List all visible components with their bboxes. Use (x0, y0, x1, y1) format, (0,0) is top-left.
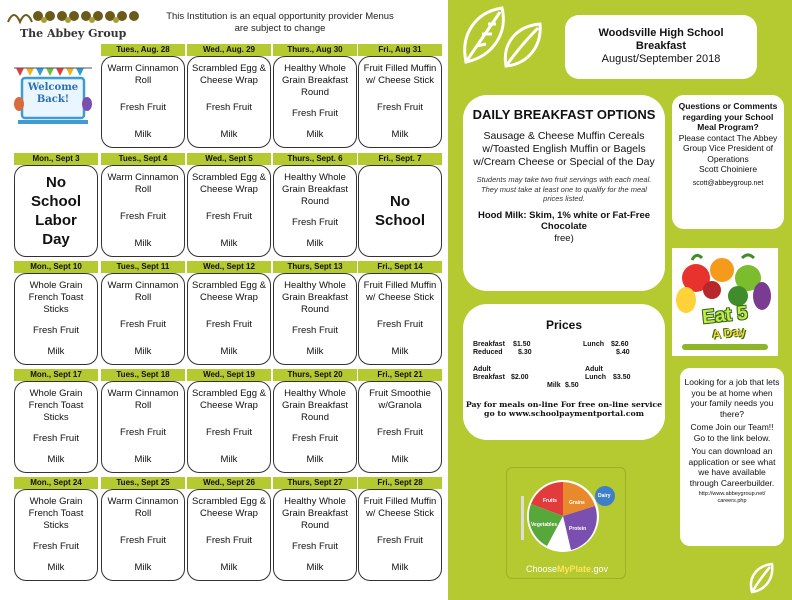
jobs-card (680, 368, 784, 546)
day-header: Wed., Sept 26 (187, 477, 271, 489)
day-header: Fri., Sept. 7 (358, 153, 442, 165)
careers-link[interactable]: http://www.abbeygroup.net/ careers.php (698, 491, 766, 504)
myplate-footer-pre: Choose (525, 564, 557, 574)
entree-item: Scrambled Egg & Cheese Wrap (192, 496, 266, 519)
milk-item: Milk (391, 454, 409, 465)
day-header: Tues., Sept 25 (101, 477, 185, 489)
prices-card (463, 304, 665, 440)
fruit-item: Fresh Fruit (377, 102, 423, 113)
day-header: Tues., Sept 4 (101, 153, 185, 165)
day-header: Thurs, Sept 27 (273, 477, 357, 489)
questions-contact: Please contact The Abbey Group Vice President of Operations (678, 132, 778, 164)
menu-day-cell (14, 273, 98, 365)
milk-item: Milk (391, 562, 409, 573)
day-header: Mon., Sept 24 (14, 477, 98, 489)
menu-day-cell (14, 381, 98, 473)
equal-opportunity-notice: This Institution is an equal opportunity provider Menus are subject to change (166, 11, 394, 34)
reduced-price: $.30 (518, 349, 532, 356)
eat-5-text: Eat 5 (701, 302, 749, 329)
menu-day-cell (187, 56, 271, 148)
menu-day-cell (101, 56, 185, 148)
lunch-reduced-price: $.40 (616, 349, 630, 356)
prices-title: Prices (545, 318, 583, 332)
lunch-label: Lunch (583, 341, 604, 348)
milk-item: Milk (306, 454, 324, 465)
myplate-icon (507, 468, 627, 564)
fruit-item: Fresh Fruit (206, 211, 252, 222)
myplate-footer-post: .gov (591, 564, 609, 574)
entree-item: Warm Cinnamon Roll (107, 388, 179, 411)
milk-item: Milk (306, 562, 324, 573)
fruit-item: Fresh Fruit (292, 541, 338, 552)
menu-day-cell (358, 273, 442, 365)
milk-item: Milk (306, 129, 324, 140)
jobs-download: You can download an application or see what we have available through Careerbuilder. (688, 446, 776, 488)
fruit-item: Fresh Fruit (120, 211, 166, 222)
milk-item: Milk (220, 129, 238, 140)
day-header: Tues., Aug. 28 (101, 44, 185, 56)
day-header: Thurs., Sept. 6 (273, 153, 357, 165)
adult-lunch-price: $3.50 (613, 374, 631, 381)
milk-price-label: Milk (547, 382, 561, 389)
day-header: Thurs., Aug 30 (273, 44, 357, 56)
entree-item: Healthy Whole Grain Breakfast Round (282, 388, 348, 423)
milk-item: Milk (391, 129, 409, 140)
milk-item: Milk (134, 562, 152, 573)
menu-day-cell (273, 273, 357, 365)
daily-options-card (463, 95, 665, 291)
fruit-item: Fresh Fruit (120, 535, 166, 546)
entree-item: Warm Cinnamon Roll (107, 172, 179, 195)
no-school-label: No School (374, 193, 425, 229)
welcome-back-text: Welcome Back! (27, 82, 79, 105)
day-header: Wed., Sept 5 (187, 153, 271, 165)
adult-lunch-label: Lunch (585, 374, 606, 381)
milk-item: Milk (134, 454, 152, 465)
jobs-join: Come Join our Team!! Go to the link below. (690, 422, 774, 443)
day-header: Wed., Sept 19 (187, 369, 271, 381)
milk-item: Milk (220, 238, 238, 249)
day-header: Wed., Sept 12 (187, 261, 271, 273)
lunch-price: $2.60 (611, 341, 629, 348)
fruit-item: Fresh Fruit (206, 535, 252, 546)
fruit-item: Fresh Fruit (377, 319, 423, 330)
daily-options-list: Sausage & Cheese Muffin Cereals w/Toasted English Muffin or Bagels w/Cream Cheese or Special of the Day (473, 130, 655, 168)
menu-day-cell (101, 489, 185, 581)
milk-item: Milk (220, 562, 238, 573)
fruit-item: Fresh Fruit (377, 535, 423, 546)
adult-label: Adult (473, 366, 491, 373)
day-header: Tues., Sept 18 (101, 369, 185, 381)
day-header: Tues., Sept 11 (101, 261, 185, 273)
menu-day-cell (273, 56, 357, 148)
myplate-vegetables: Vegetables (531, 522, 558, 528)
myplate-dairy: Dairy (598, 493, 611, 499)
day-header: Thurs, Sept 13 (273, 261, 357, 273)
menu-day-cell (187, 381, 271, 473)
entree-item: Healthy Whole Grain Breakfast Round (282, 280, 348, 315)
fruit-item: Fresh Fruit (292, 325, 338, 336)
myplate-graphic (506, 467, 626, 579)
a-day-text: A Day (711, 324, 747, 342)
milk-item: Milk (134, 129, 152, 140)
fruit-item: Fresh Fruit (120, 427, 166, 438)
day-header: Mon., Sept 3 (14, 153, 98, 165)
fruit-item: Fresh Fruit (292, 217, 338, 228)
school-name: Woodsville High School (598, 27, 724, 39)
fruit-item: Fresh Fruit (292, 433, 338, 444)
entree-item: Whole Grain French Toast Sticks (28, 280, 84, 315)
fruit-servings-note: Students may take two fruit servings with each meal. They must take at least one to qualify for the meal prices listed. (476, 175, 652, 203)
menu-day-cell (358, 381, 442, 473)
entree-item: Scrambled Egg & Cheese Wrap (192, 172, 266, 195)
meal-name: Breakfast (635, 40, 687, 52)
day-header: Mon., Sept 10 (14, 261, 98, 273)
day-header: Mon., Sept 17 (14, 369, 98, 381)
milk-item: Milk (220, 454, 238, 465)
myplate-fruits: Fruits (543, 498, 557, 504)
menu-day-cell (187, 165, 271, 257)
entree-item: Healthy Whole Grain Breakfast Round (282, 63, 348, 98)
milk-options: Hood Milk: Skim, 1% white or Fat-Free Chocolate (477, 209, 651, 232)
adult-breakfast-price: $2.00 (511, 374, 529, 381)
menu-period: August/September 2018 (601, 53, 721, 65)
menu-day-cell (187, 489, 271, 581)
milk-price: $.50 (565, 382, 579, 389)
fruit-item: Fresh Fruit (206, 102, 252, 113)
myplate-footer-brand: MyPlate (557, 564, 592, 574)
contact-email: scott@abbeygroup.net (692, 179, 764, 187)
fruit-item: Fresh Fruit (33, 541, 79, 552)
small-leaf-icon (746, 562, 776, 594)
menu-day-cell (273, 381, 357, 473)
menu-day-cell (358, 165, 442, 257)
entree-item: Scrambled Egg & Cheese Wrap (192, 388, 266, 411)
milk-item: Milk (47, 454, 65, 465)
online-payment-note: Pay for meals on-line For free on-line service go to www.schoolpaymentportal.com (465, 400, 663, 418)
day-header: Fri., Sept 14 (358, 261, 442, 273)
entree-item: Scrambled Egg & Cheese Wrap (192, 63, 266, 86)
fruit-item: Fresh Fruit (33, 325, 79, 336)
entree-item: Warm Cinnamon Roll (107, 496, 179, 519)
entree-item: Fruit Filled Muffin w/ Cheese Stick (363, 496, 437, 519)
entree-item: Fruit Filled Muffin w/ Cheese Stick (363, 280, 437, 303)
reduced-label: Reduced (473, 349, 503, 356)
breakfast-price: $1.50 (513, 341, 531, 348)
menu-day-cell (14, 489, 98, 581)
menu-day-cell (101, 165, 185, 257)
entree-item: Healthy Whole Grain Breakfast Round (282, 496, 348, 531)
milk-item: Milk (306, 238, 324, 249)
leaf-icon (456, 4, 546, 74)
questions-card (672, 95, 784, 229)
entree-item: Healthy Whole Grain Breakfast Round (282, 172, 348, 207)
menu-day-cell (273, 165, 357, 257)
milk-item: Milk (306, 346, 324, 357)
day-header: Fri., Sept 21 (358, 369, 442, 381)
jobs-intro: Looking for a job that lets you be at home when your family needs you there? (684, 377, 780, 419)
fruit-item: Fresh Fruit (33, 433, 79, 444)
entree-item: Scrambled Egg & Cheese Wrap (192, 280, 266, 303)
menu-day-cell (187, 273, 271, 365)
fruit-item: Fresh Fruit (120, 319, 166, 330)
fruit-item: Fresh Fruit (206, 427, 252, 438)
fruit-item: Fresh Fruit (377, 427, 423, 438)
menu-day-cell (358, 489, 442, 581)
milk-free-note: free) (554, 232, 574, 244)
milk-item: Milk (134, 346, 152, 357)
no-school-label: No School Labor Day (30, 174, 81, 248)
contact-name: Scott Choiniere (698, 164, 758, 174)
fruit-item: Fresh Fruit (206, 319, 252, 330)
milk-item: Milk (47, 346, 65, 357)
daily-options-title: DAILY BREAKFAST OPTIONS (472, 107, 656, 122)
day-header: Wed., Aug. 29 (187, 44, 271, 56)
day-header: Thurs, Sept 20 (273, 369, 357, 381)
abbey-group-name: The Abbey Group (20, 27, 127, 40)
milk-item: Milk (134, 238, 152, 249)
adult-lunch-label-top: Adult (585, 366, 603, 373)
entree-item: Warm Cinnamon Roll (107, 280, 179, 303)
day-header: Fri., Aug 31 (358, 44, 442, 56)
questions-heading: Questions or Comments regarding your School Meal Program? (678, 101, 778, 132)
adult-breakfast-label: Breakfast (473, 374, 505, 381)
myplate-footer (507, 564, 627, 574)
menu-day-cell (273, 489, 357, 581)
milk-item: Milk (391, 346, 409, 357)
menu-day-cell (358, 56, 442, 148)
entree-item: Fruit Smoothie w/Granola (369, 388, 431, 411)
menu-day-cell (14, 165, 98, 257)
fruit-item: Fresh Fruit (120, 102, 166, 113)
myplate-grains: Grains (569, 500, 585, 506)
menu-day-cell (101, 381, 185, 473)
entree-item: Whole Grain French Toast Sticks (28, 388, 84, 423)
entree-item: Warm Cinnamon Roll (107, 63, 179, 86)
day-header: Fri., Sept 28 (358, 477, 442, 489)
milk-item: Milk (220, 346, 238, 357)
entree-item: Whole Grain French Toast Sticks (28, 496, 84, 531)
milk-item: Milk (47, 562, 65, 573)
myplate-protein: Protein (569, 526, 587, 532)
entree-item: Fruit Filled Muffin w/ Cheese Stick (363, 63, 437, 86)
title-card (565, 15, 757, 79)
fruit-item: Fresh Fruit (292, 108, 338, 119)
breakfast-label: Breakfast (473, 341, 505, 348)
menu-day-cell (101, 273, 185, 365)
